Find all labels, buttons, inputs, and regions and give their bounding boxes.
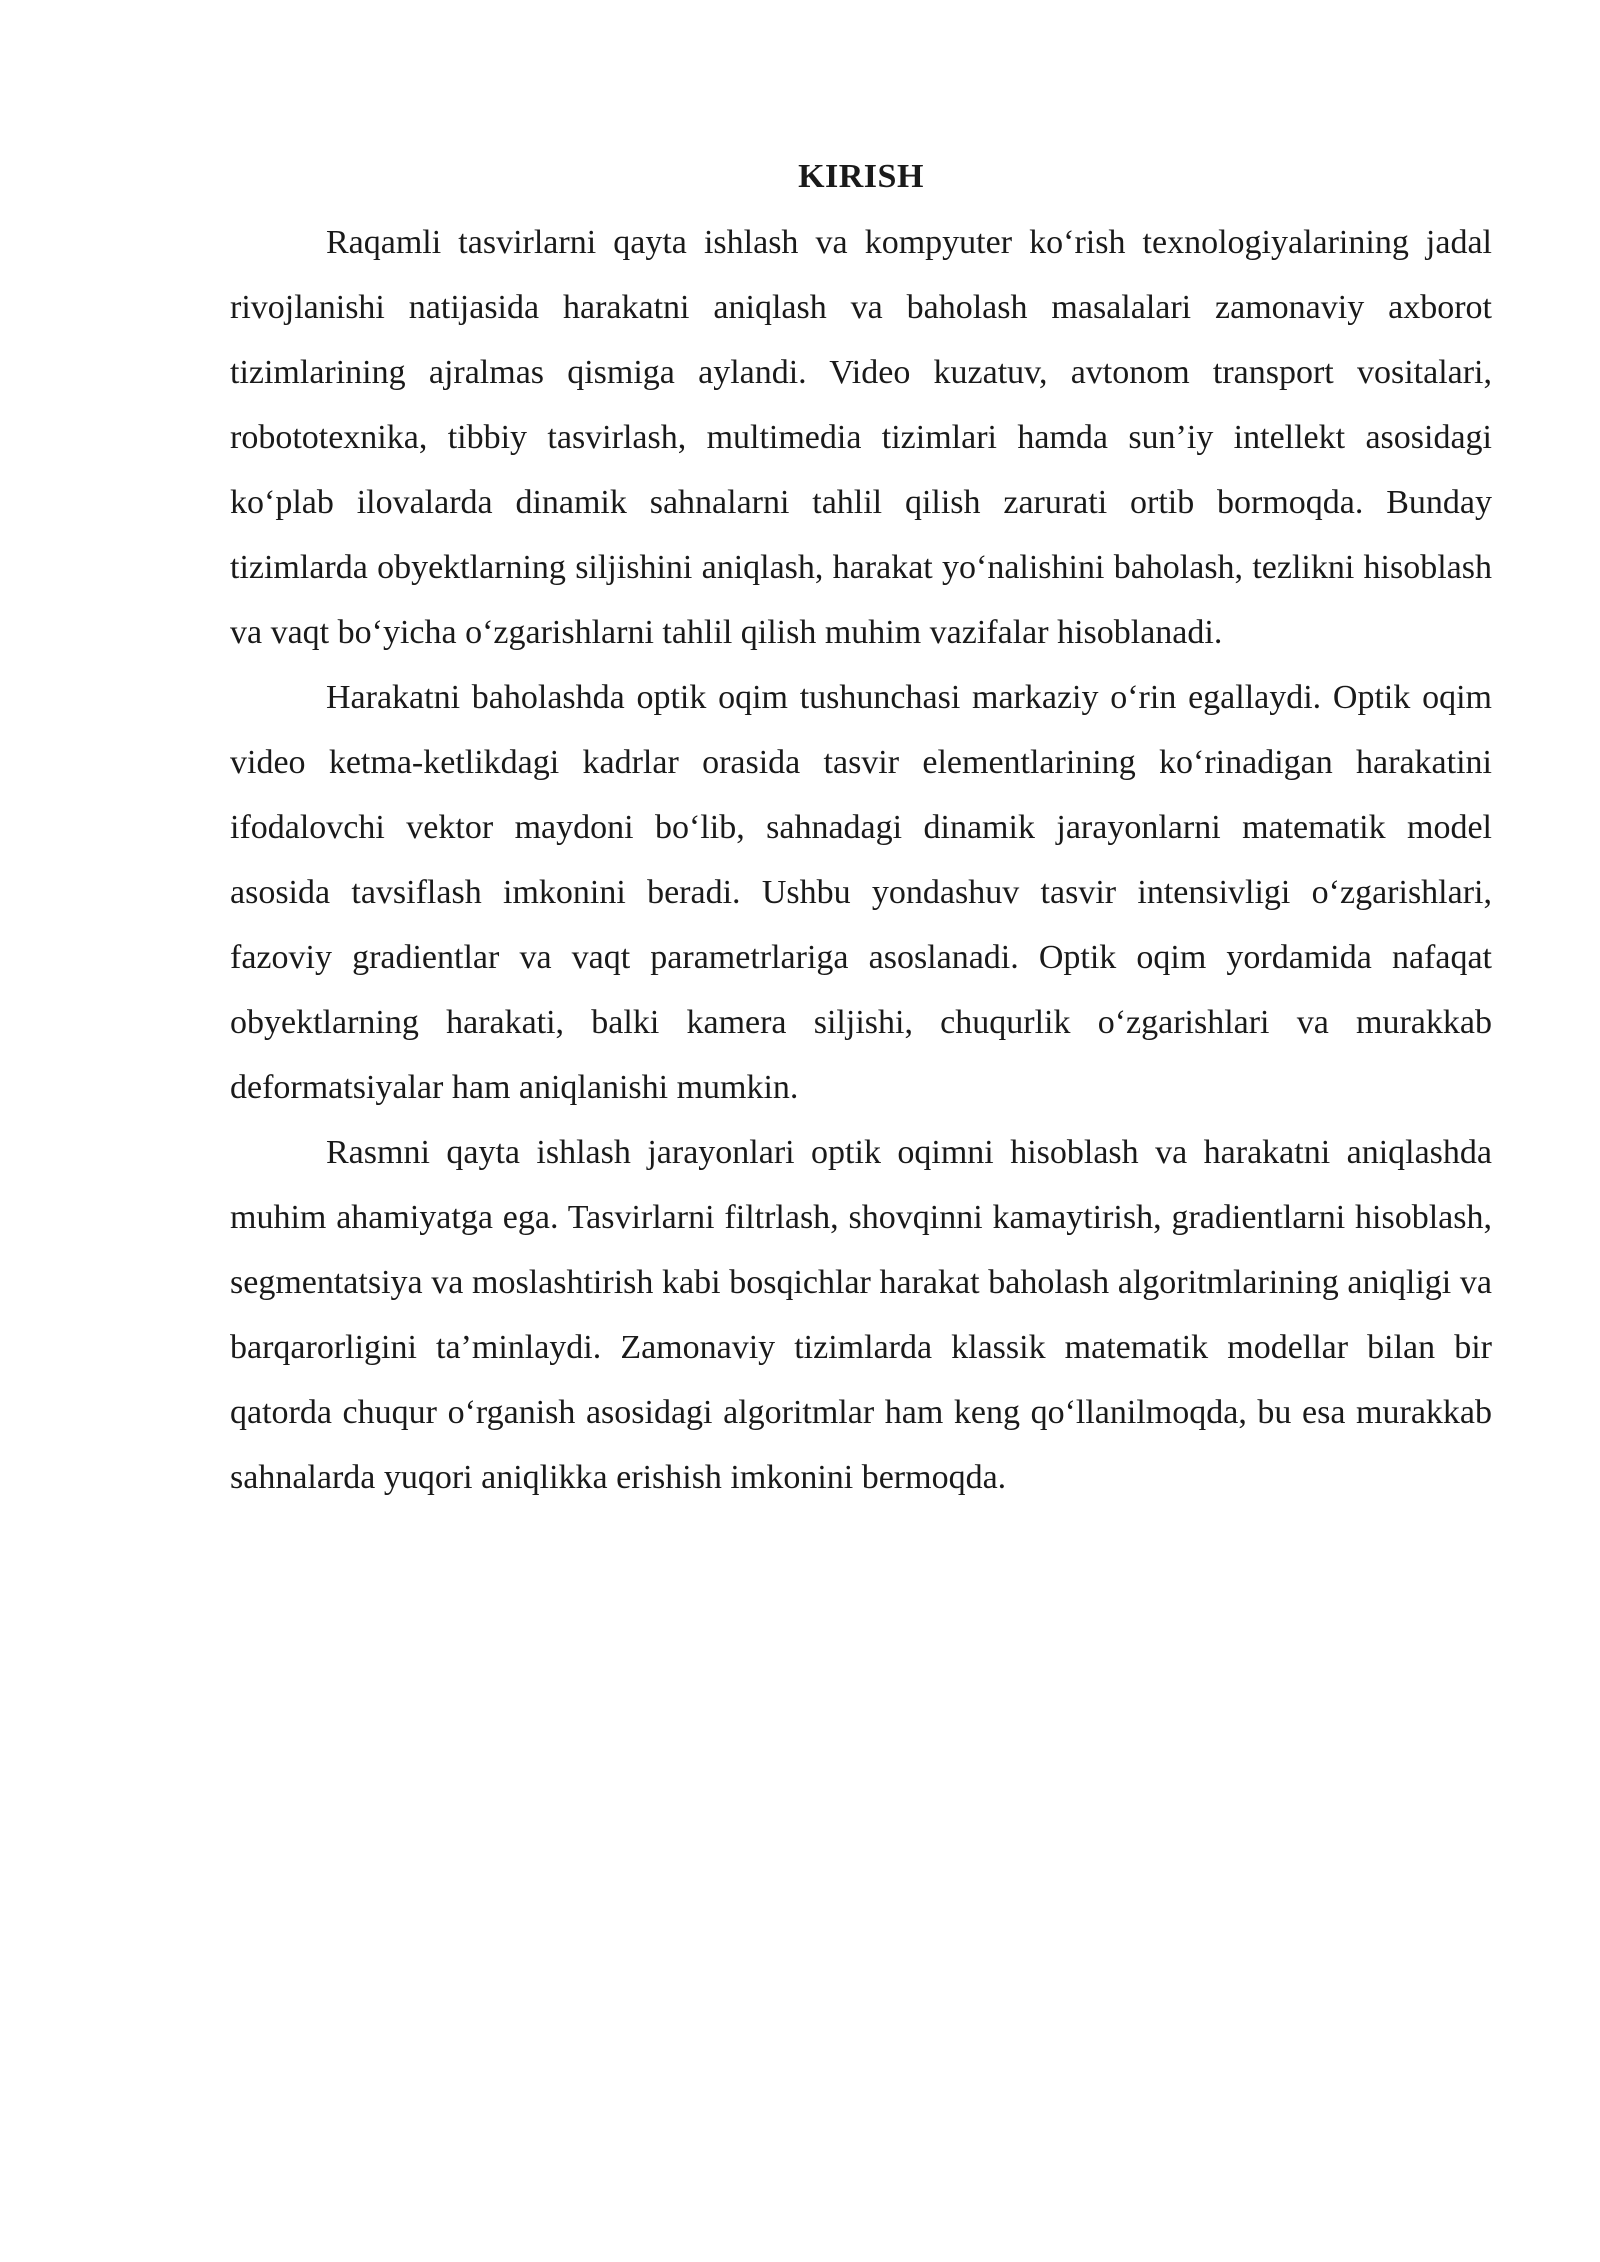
section-heading: KIRISH — [798, 158, 924, 195]
document-page — [230, 148, 1492, 1510]
paragraph-3: Rasmni qayta ishlash jarayonlari optik oqimni hisoblash va harakatni aniqlashda muhim ahamiyatga ega. Tasvirlarni filtrlash, shovqinni kamaytirish, gradientlarni hisoblash, segmentatsiya va moslashtirish kabi bosqichlar harakat baholash algoritmlarining aniqligi va barqarorligini ta’minlaydi. Zamonaviy tizimlarda klassik matematik modellar bilan bir qatorda chuqur o‘rganish asosidagi algoritmlar ham keng qo‘llanilmoqda, bu esa murakkab sahnalarda yuqori aniqlikka erishish imkonini bermoqda. — [230, 1134, 1492, 1496]
paragraph-1: Raqamli tasvirlarni qayta ishlash va kompyuter ko‘rish texnologiyalarining jadal rivojlanishi natijasida harakatni aniqlash va baholash masalalari zamonaviy axborot tizimlarining ajralmas qismiga aylandi. Video kuzatuv, avtonom transport vositalari, robototexnika, tibbiy tasvirlash, multimedia tizimlari hamda sun’iy intellekt asosidagi ko‘plab ilovalarda dinamik sahnalarni tahlil qilish zarurati ortib bormoqda. Bunday tizimlarda obyektlarning siljishini aniqlash, harakat yo‘nalishini baholash, tezlikni hisoblash va vaqt bo‘yicha o‘zgarishlarni tahlil qilish muhim vazifalar hisoblanadi. — [230, 224, 1492, 651]
paragraph-2: Harakatni baholashda optik oqim tushunchasi markaziy o‘rin egallaydi. Optik oqim video ketma-ketlikdagi kadrlar orasida tasvir elementlarining ko‘rinadigan harakatini ifodalovchi vektor maydoni bo‘lib, sahnadagi dinamik jarayonlarni matematik model asosida tavsiflash imkonini beradi. Ushbu yondashuv tasvir intensivligi o‘zgarishlari, fazoviy gradientlar va vaqt parametrlariga asoslanadi. Optik oqim yordamida nafaqat obyektlarning harakati, balki kamera siljishi, chuqurlik o‘zgarishlari va murakkab deformatsiyalar ham aniqlanishi mumkin. — [230, 679, 1492, 1106]
